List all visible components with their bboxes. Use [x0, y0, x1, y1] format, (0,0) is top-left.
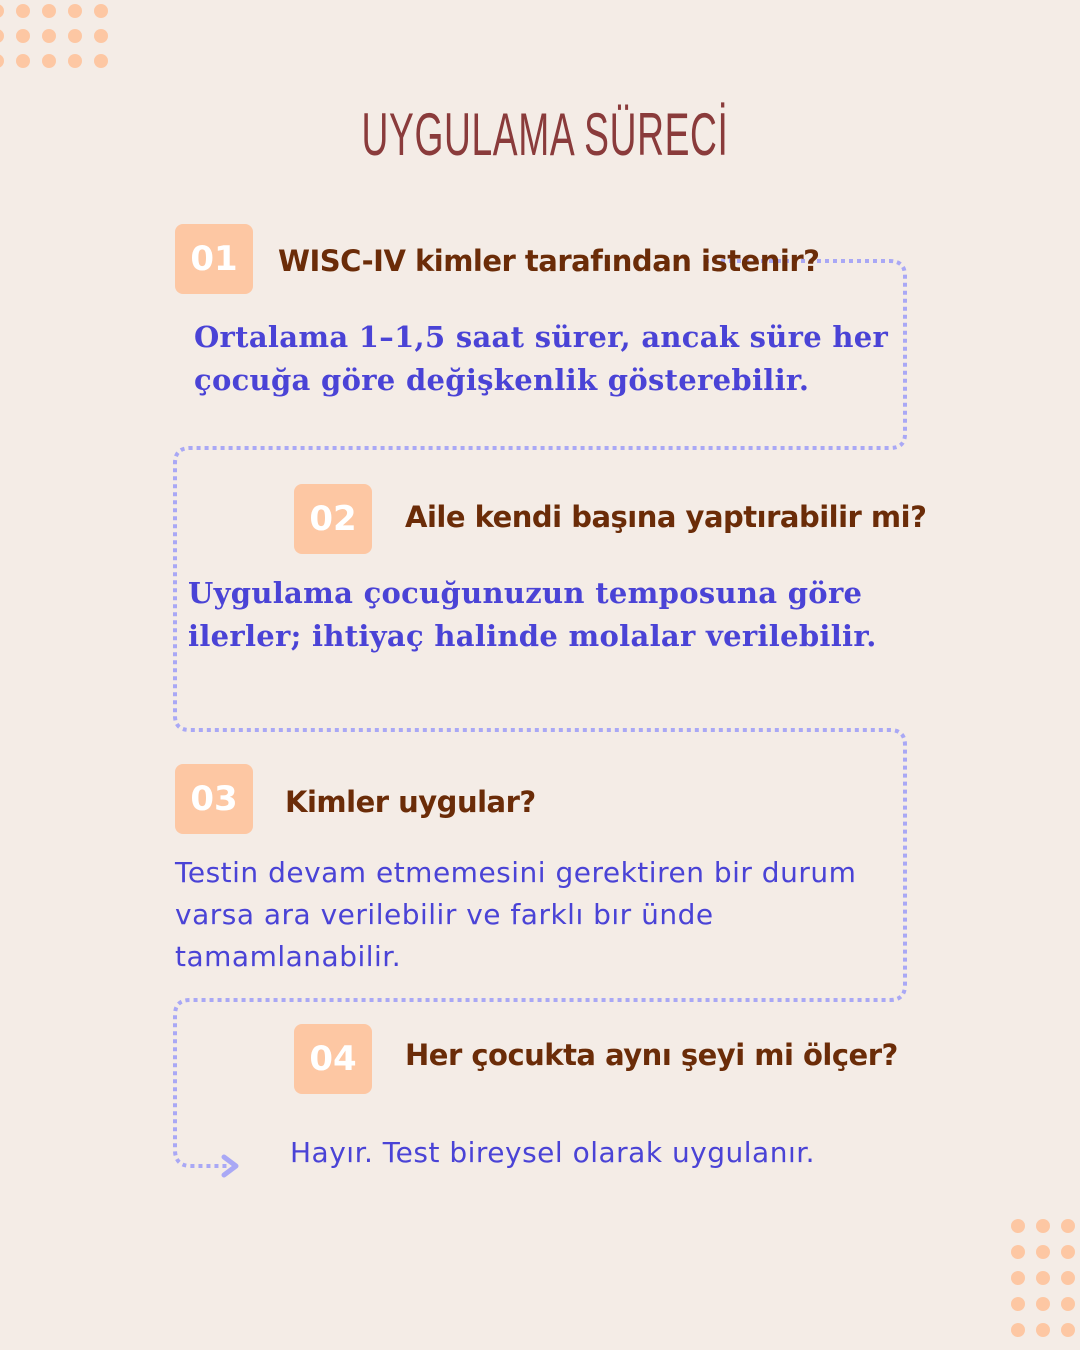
step-01-question: WISC-IV kimler tarafından istenir?: [278, 244, 820, 278]
step-01-answer: Ortalama 1–1,5 saat sürer, ancak süre her çocuğa göre değişkenlik gösterebilir.: [194, 320, 889, 397]
step-02-badge: 02: [294, 484, 372, 554]
step-04-answer: Hayır. Test bireysel olarak uygulanır.: [290, 1136, 816, 1169]
step-02-answer: Uygulama çocuğunuzun temposuna göre ilerler; ihtiyaç halinde molalar verilebilir.: [188, 576, 877, 653]
step-03-badge: 03: [175, 764, 253, 834]
step-01-badge: 01: [175, 224, 253, 294]
page-title: UYGULAMA SÜRECİ: [361, 101, 729, 168]
step-02-question: Aile kendi başına yaptırabilir mi?: [405, 500, 927, 534]
step-03-question: Kimler uygular?: [285, 785, 536, 819]
step-04-question: Her çocukta aynı şeyi mi ölçer?: [405, 1038, 898, 1072]
step-03-answer: Testin devam etmemesini gerektiren bir durum varsa ara verilebilir ve farklı bır ünde tamamlanabilir.: [175, 856, 857, 973]
step-04-badge: 04: [294, 1024, 372, 1094]
